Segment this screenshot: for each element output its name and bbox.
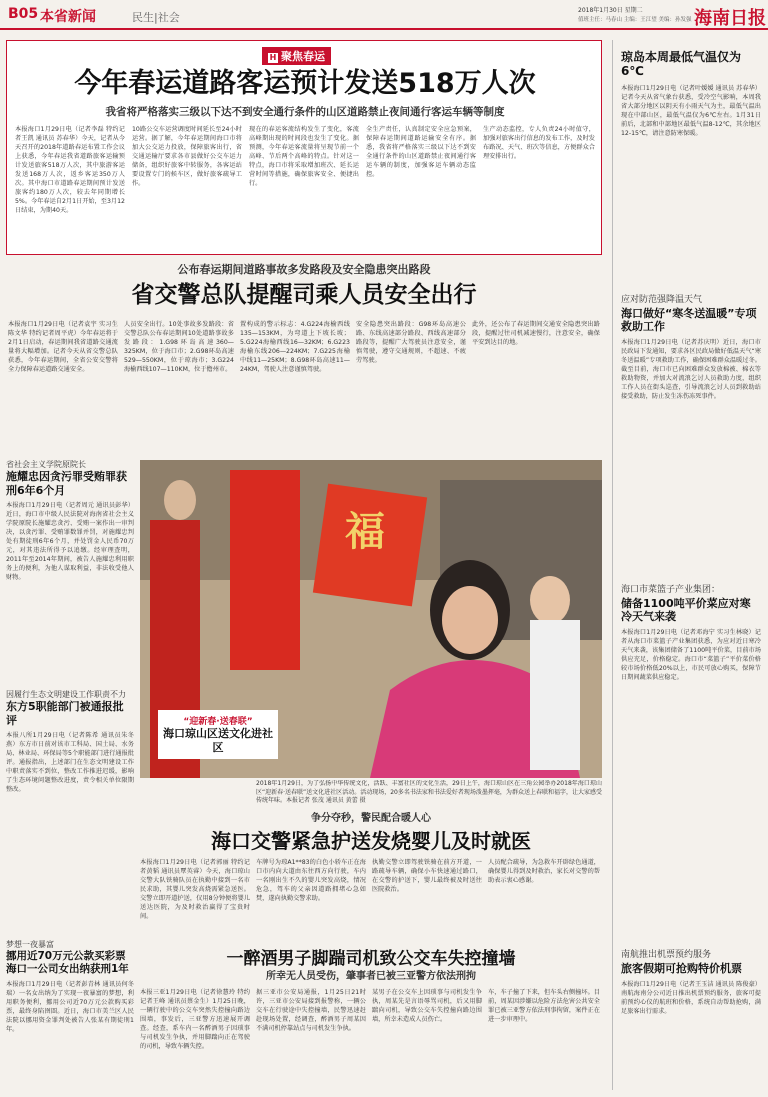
story3-headline: 海口交警紧急护送发烧婴儿及时就医	[211, 829, 531, 853]
lead-subheadline: 我省将严格落实三级以下达不到安全通行条件的山区道路禁止夜间通行客运车辆等制度	[105, 106, 505, 118]
left-column	[6, 460, 134, 1090]
story2-col-5: 此外，还公布了春运期间交通安全隐患突出路段，提醒过往司机减速慢行，注意安全，确保平安到达目的地。	[472, 321, 600, 346]
lead-kicker	[262, 47, 331, 65]
left-1-kicker: 省社会主义学院原院长	[6, 460, 86, 469]
left-1-body: 本报海口1月29日电（记者周元 通讯员彭华）近日，海口市中级人民法院对海南省社会主义学院原院长施耀忠贪污、受贿一案作出一审判决，以贪污罪、受贿罪数罪并罚，对施耀忠判处有期徒刑6年6个月，并处罚金人民币70万元，对其违法所得予以追缴。经审理查明，2011年至2014年期间，被告人施耀忠利用职务上的便利，为他人谋取利益，非法收受他人财物。	[6, 501, 134, 581]
photo-badge	[158, 710, 278, 759]
side-3-body: 本报海口1月29日电（记者邓海宁 实习生林晓）记者从海口市菜篮子产业集团获悉，为应对近日寒冷天气来袭，该集团储备了1100吨平价菜，目前市场供应充足，价格稳定。海口市“菜篮子”平价菜价格较市场价格低20%以上，市民可放心购买，保障节日期间蔬菜供应稳定。	[621, 629, 761, 682]
story2-col-2: 人员安全出行。10处事故多发路段：省交警总队公布春运期间10处道路事故多发路段：1.G98环岛高速360—325KM，位于海口市；2.G98环岛高速529—550KM，位于琼海市；3.G224海榆西线107—110KM，位于儋州市。	[124, 321, 234, 373]
lead-headline: 今年春运道路客运预计发送518万人次	[74, 68, 536, 99]
story4-col-1: 本报三亚1月29日电（记者徐慧玲 特约记者王峰 通讯员蔡金生）1月25日晚，一辆行驶中的公交车突然失控撞向路边围墙，事发后，三亚警方迅速展开调查。经查，系车内一名醉酒男子因琐事与司机发生争执，并用脚踹向正在驾驶的司机，导致车辆失控。	[140, 989, 250, 1050]
story3-col-1: 本报海口1月29日电（记者郭丽 特约记者黄韬 通讯员覃英睿）今天，海口琼山交警大队铁骑队员在执勤中接到一名市民求助，其婴儿突发高烧需紧急送医。交警立即开道护送，仅用8分钟便将婴儿送达医院，为及时救治赢得了宝贵时间。	[140, 859, 250, 920]
left-2-kicker: 因履行生态文明建设工作职责不力	[6, 690, 126, 699]
side-story-3	[621, 585, 761, 928]
story4-col-2: 据三亚市公安局通报，1月25日21时许，三亚市公安局接到报警称，一辆公交车在行驶途中失控撞墙，民警迅速赶赴现场处置，经调查，醉酒男子周某因不满司机停靠站点与司机发生争执。	[256, 989, 366, 1032]
side-3-title: 储备1100吨平价菜应对寒冷天气来袭	[621, 596, 751, 623]
right-sidebar	[612, 40, 762, 1090]
side-2-kicker: 应对防范强降温天气	[621, 295, 703, 305]
news-photo	[140, 460, 602, 778]
left-story-3	[6, 940, 134, 1080]
side-2-title: 海口做好“寒冬送温暖”专项救助工作	[621, 306, 757, 333]
left-3-title: 挪用近70万元公款买彩票海口一公司女出纳获刑1年	[6, 950, 129, 975]
story4-col-3: 某男子在公交车上因琐事与司机发生争执，周某先是言语辱骂司机，后又用脚踹向司机，导致公交车失控撞向路边围墙，所幸未造成人员伤亡。	[372, 989, 482, 1023]
lead-col-3: 现在的春运客流结构发生了变化，客流高峰期出现的时间段也发生了变化。据预测，今年春运客流量将呈现节前一个高峰、节后两个高峰的特点。针对这一特点，海口市将采取增加班次、延长运营时间等措施，确保旅客安全、便捷出行。	[249, 126, 359, 187]
story2-col-4: 安全隐患突出路段：G98环岛高速公路、东线高速部分路段、西线高速部分路段等，提醒广大驾驶员注意安全，谨慎驾驶，遵守交通规则，不超速、不疲劳驾驶。	[356, 321, 466, 364]
left-1-title: 施耀忠因贪污罪受贿罪获刑6年6个月	[6, 470, 127, 497]
story3-kicker: 争分夺秒，警民配合暖人心	[311, 813, 431, 824]
photo-caption: 2018年1月29日，为了弘扬中华传统文化，活跃、丰富社区的文化生活，29日上午，海口琼山区在三角公园举办2018年海口琼山区“迎新春·送春联”送文化进社区活动。活动现场，20多名书法家和书法爱好者现场泼墨挥毫，为群众送上春联和福字，让大家感受传统年味。本报记者 张茂 通讯员 黄蕾 摄	[256, 780, 602, 804]
lead-story	[6, 40, 602, 255]
left-3-kicker: 梦想一夜暴富	[6, 940, 54, 949]
page-header	[0, 0, 768, 30]
story2-headline: 省交警总队提醒司乘人员安全出行	[131, 282, 477, 308]
subsection-title: 民生|社会	[132, 11, 180, 24]
side-3-kicker: 海口市菜篮子产业集团：	[621, 585, 721, 595]
side-story-4	[621, 950, 761, 1097]
lead-kicker-text: 聚焦春运	[281, 50, 325, 63]
lead-col-4: 全生产责任，认真制定安全应急预案，保障春运期间道路运输安全有序。据悉，我省将严格落实三级以下达不到安全通行条件的山区道路禁止夜间通行客运车辆的制度，加强客运车辆动态监控。	[366, 126, 476, 178]
fu-character: 福	[345, 508, 385, 555]
left-story-1	[6, 460, 134, 651]
side-2-body: 本报海口1月29日电（记者苏庆明）近日，海口市民政局下发通知，要求各区民政局做好低温天气“寒冬送温暖”专项救助工作，确保困难群众温暖过冬。截至目前，海口市已向困难群众发放棉被、棉衣等救助物资，并加大对流浪乞讨人员救助力度，组织工作人员在街头巡查，引导流浪乞讨人员到救助站接受救助，防止发生冻伤冻死事件。	[621, 339, 761, 401]
story2-kicker: 公布春运期间道路事故多发路段及安全隐患突出路段	[177, 263, 431, 276]
lead-col-2: 10路公交车运营调度时间延长至24小时运营。据了解，今年春运期间海口市将加大公交运力投放，保障旅客出行，省交通运输厅要求各市县做好公交车运力储备，组织好旅客中转服务，各客运站要设置专门的候车区，做好旅客疏导工作。	[132, 126, 242, 187]
newspaper-logo: 海南日报	[694, 8, 766, 29]
left-2-title: 东方5职能部门被通报批评	[6, 700, 124, 727]
story4-subheadline: 所幸无人员受伤，肇事者已被三亚警方依法刑拘	[266, 971, 476, 982]
side-4-body: 本报海口1月29日电（记者王玉洁 通讯员 陈俊豪）南航海南分公司近日推出机票预约服务，旅客可提前预约心仪的航班和价格，系统自动帮助抢购，满足旅客出行需求。	[621, 980, 761, 1015]
side-4-kicker: 南航推出机票预约服务	[621, 950, 712, 960]
story-infant-escort	[140, 812, 602, 942]
page-number: B05	[8, 6, 39, 22]
lead-col-5: 生产动态监控，专人负责24小时值守，加强对旅客出行信息的发布工作，及时发布路况、天气、班次等信息，方便群众合理安排出行。	[483, 126, 595, 160]
story-traffic-police	[6, 262, 602, 452]
side-1-body: 本报海口1月29日电（记者叶媛媛 通讯员 苏春华）记者今天从省气象台获悉，受冷空气影响，本周我省大部分地区以阴天有小雨天气为主，最低气温出现在中部山区，最低气温仅为6℃左右。1月31日前后，北部和中部地区最低气温8-12℃，其余地区12-15℃，请注意防寒保暖。	[621, 84, 761, 137]
story3-col-4: 人员配合疏导，为急救车开辟绿色通道，确保婴儿得到及时救治，家长对交警的帮助表示衷心感谢。	[488, 859, 600, 884]
lead-col-1: 本报海口1月29日电（记者李磊 特约记者王凯 通讯员 苏春华）今天，记者从今天召开的2018年道路春运布置工作会议上获悉，今年春运我省道路旅客运输预计发送旅客518万人次，其中旅游客运发送168万人次，返乡客运350万人次。其中海口市道路春运期间预计发送旅客约180万人次，较去年同期增长5%。今年春运自2月1日开始，至3月12日结束，为期40天。	[15, 126, 125, 214]
story4-headline: 一醉酒男子脚踹司机致公交车失控撞墙	[226, 949, 516, 969]
left-2-body: 本报八所1月29日电（记者陈希 通讯员朱冬燕）东方市日前对该市工科局、国土局、水务局、林业局、环保局等5个职能部门进行通报批评。通报指出，上述部门在生态文明建设工作中职责落实不到位，整改工作推进迟缓，影响了生态环境问题整改进度，责令相关单位限期整改。	[6, 731, 134, 793]
story2-col-1: 本报海口1月29日电（记者袁宇 实习生陈文华 特约记者周平虎）今年春运将于2月1日启动，春运期间我省道路交通流量将大幅增加。记者今天从省交警总队获悉，今年春运期间，全省公安交警将全力保障春运道路交通安全。	[8, 321, 118, 373]
issue-date: 2018年1月30日 星期二	[578, 7, 643, 14]
photo-badge-title: 海口琼山区送文化进社区	[163, 727, 273, 754]
editors-line: 值班主任：马春山 主编：王江望 美编：孙发强	[578, 17, 692, 23]
story3-col-3: 执勤交警立即驾驶铁骑在前方开道，一路疏导车辆，确保小车快速通过路口，在交警的护送下，婴儿最终被及时送往医院救治。	[372, 859, 482, 893]
photo-badge-top: “迎新春·送春联”	[183, 717, 253, 727]
side-1-title: 琼岛本周最低气温仅为6℃	[621, 50, 742, 79]
story-bus-crash	[140, 948, 602, 1090]
side-story-2	[621, 295, 761, 588]
left-3-body: 本报海口1月29日电（记者彭青林 通讯员何冬瑞）一名女出纳为了实现一夜暴富的梦想，利用职务便利，挪用公司近70万元公款购买彩票，最终身陷囹圄。近日，海口市美兰区人民法院以挪用资金罪判处被告人张某有期徒刑1年。	[6, 980, 134, 1033]
side-story-1	[621, 50, 761, 284]
left-story-2	[6, 690, 134, 921]
story3-col-2: 车牌号为琼A1**83的白色小轿车正在海口市内向大道由东往西方向行驶，车内一名刚出生不久的婴儿突发高烧，情况危急，驾车的父亲因道路拥堵心急如焚，遂向执勤交警求助。	[256, 859, 366, 902]
kicker-icon: H	[269, 53, 277, 62]
section-title: 本省新闻	[40, 9, 96, 25]
story2-col-3: 置构成的警示标志：4.G224海榆西线135—153KM，为弯道上下坡长坡；5.G224海榆西线16—32KM；6.G223海榆东线206—224KM；7.G225海榆中线11—25KM；8.G98环岛高速11—24KM，驾驶人注意谨慎驾驶。	[240, 321, 350, 373]
side-4-title: 旅客假期可抢购特价机票	[621, 961, 742, 975]
story4-col-4: 车，车子撞了下来，但车头右侧撞坏。目前，周某因涉嫌以危险方法危害公共安全罪已被三亚警方依法刑事拘留，案件正在进一步审理中。	[488, 989, 600, 1023]
